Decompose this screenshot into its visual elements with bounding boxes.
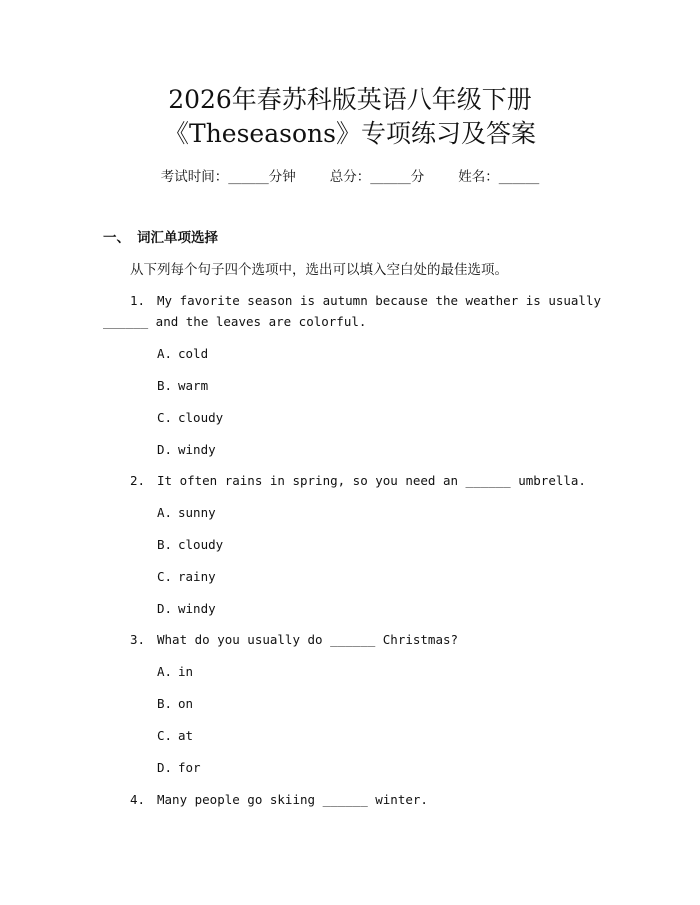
option-2a <box>157 503 216 523</box>
document-title-line2: 《Theseasons》专项练习及答案 <box>164 119 536 148</box>
exam-info <box>0 167 700 187</box>
section-heading <box>103 228 218 248</box>
question-number: 4. <box>130 792 146 807</box>
option-text: cloudy <box>178 537 224 552</box>
option-text: warm <box>178 378 209 393</box>
question-2 <box>130 471 586 491</box>
option-2c <box>157 567 216 587</box>
exam-time-field: 考试时间：______分钟 <box>160 169 296 185</box>
option-letter: D. <box>157 601 173 616</box>
option-letter: D. <box>157 442 173 457</box>
document-title-line1: 2026年春苏科版英语八年级下册 <box>168 85 532 114</box>
section-number: 一、 <box>103 230 130 246</box>
question-text: It often rains in spring, so you need an ______ umbrella. <box>157 473 586 488</box>
option-1a <box>157 344 208 364</box>
option-letter: A. <box>157 505 173 520</box>
student-name-field: 姓名：______ <box>458 169 540 185</box>
option-1d <box>157 440 216 460</box>
option-letter: C. <box>157 728 173 743</box>
option-1b <box>157 376 208 396</box>
option-text: cold <box>178 346 209 361</box>
exam-score-field: 总分：______分 <box>329 169 425 185</box>
option-letter: D. <box>157 760 173 775</box>
option-letter: B. <box>157 537 173 552</box>
option-text: in <box>178 664 194 679</box>
option-letter: B. <box>157 378 173 393</box>
option-letter: B. <box>157 696 173 711</box>
option-letter: A. <box>157 664 173 679</box>
question-number: 2. <box>130 473 146 488</box>
option-letter: C. <box>157 569 173 584</box>
question-text: What do you usually do ______ Christmas? <box>157 632 459 647</box>
question-1 <box>130 291 601 311</box>
option-text: rainy <box>178 569 216 584</box>
option-letter: C. <box>157 410 173 425</box>
option-text: cloudy <box>178 410 224 425</box>
option-3d <box>157 758 201 778</box>
option-text: at <box>178 728 194 743</box>
question-number: 3. <box>130 632 146 647</box>
option-3a <box>157 662 193 682</box>
option-text: for <box>178 760 201 775</box>
option-text: windy <box>178 601 216 616</box>
option-text: windy <box>178 442 216 457</box>
question-text: Many people go skiing ______ winter. <box>157 792 428 807</box>
question-4 <box>130 790 428 810</box>
question-number: 1. <box>130 293 146 308</box>
option-2d <box>157 599 216 619</box>
option-text: sunny <box>178 505 216 520</box>
section-title: 词汇单项选择 <box>137 230 218 246</box>
question-text: My favorite season is autumn because the weather is usually <box>157 293 602 308</box>
option-3b <box>157 694 193 714</box>
option-letter: A. <box>157 346 173 361</box>
option-2b <box>157 535 223 555</box>
section-instruction: 从下列每个句子四个选项中，选出可以填入空白处的最佳选项。 <box>130 262 508 278</box>
option-1c <box>157 408 223 428</box>
question-1-continuation: ______ and the leaves are colorful. <box>103 314 367 329</box>
option-text: on <box>178 696 194 711</box>
option-3c <box>157 726 193 746</box>
question-3 <box>130 630 458 650</box>
